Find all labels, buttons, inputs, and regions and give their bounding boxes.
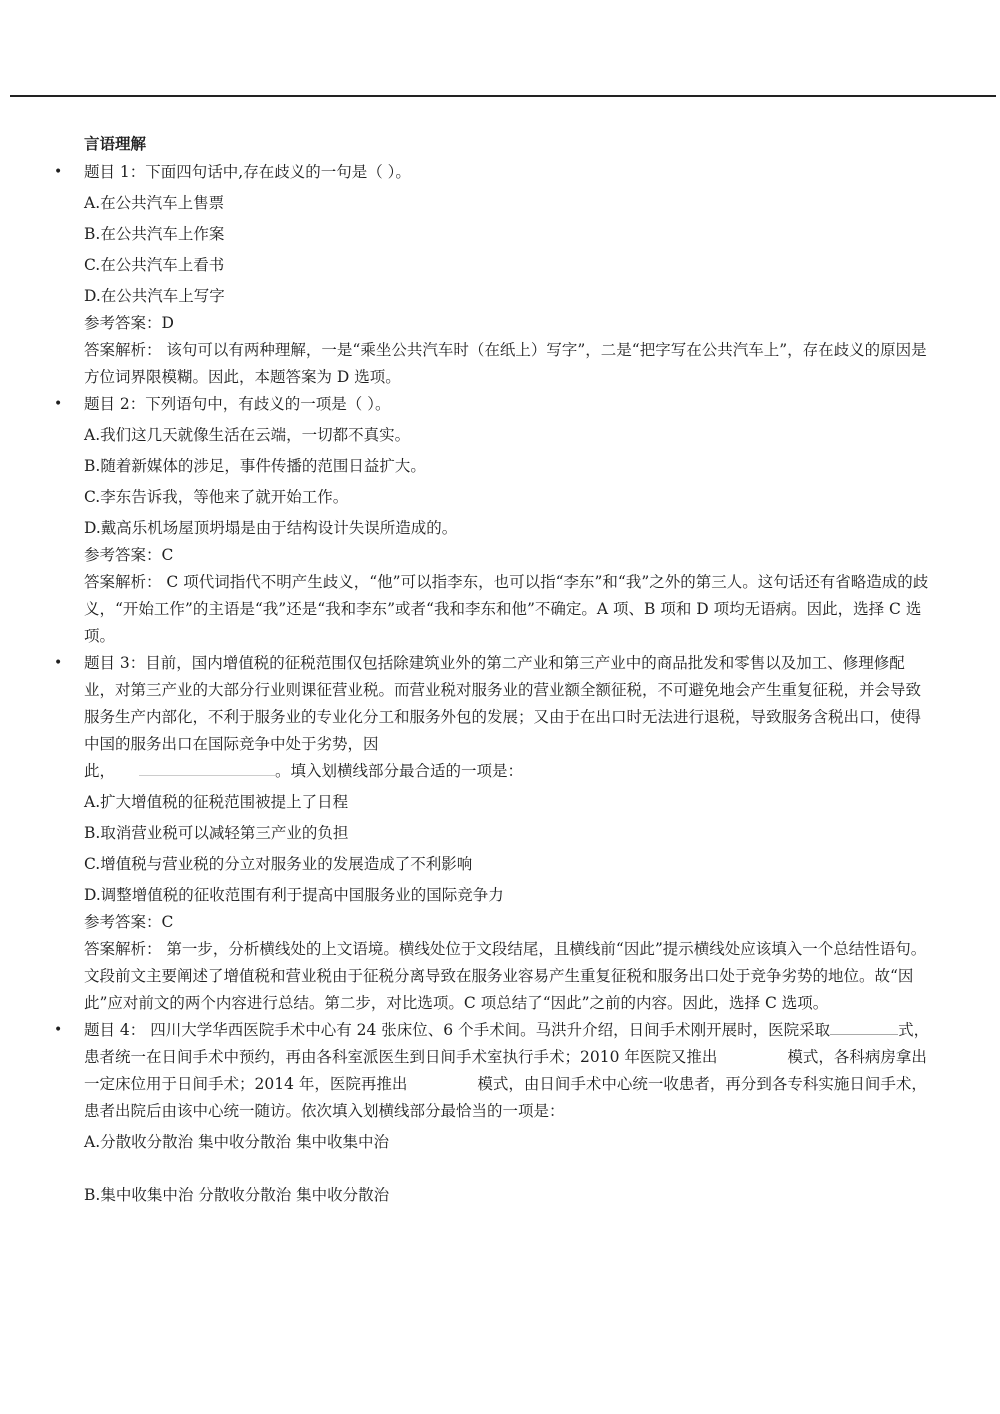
question-text-part-1: 题目 3：目前，国内增值税的征税范围仅包括除建筑业外的第二产业和第三产业中的商品批发和零售以及加工、修理修配业，对第三产业的大部分行业则课征营业税。而营业税对服务业的营业额全额征税，不可避免地会产生重复征税，并会导致服务生产内部化，不利于服务业的专业化分工和服务外包的发展；又由于在出口时无法进行退税，导致服务含税出口，使得中国的服务出口在国际竞争中处于劣势，因: [84, 654, 922, 753]
question-3: [84, 650, 930, 1017]
option-d: D.戴高乐机场屋顶坍塌是由于结构设计失误所造成的。: [84, 519, 458, 537]
answer-explanation: 答案解析： 第一步，分析横线处的上文语境。横线处位于文段结尾，且横线前“因此”提示横线处应该填入一个总结性语句。文段前文主要阐述了增值税和营业税由于征税分离导致在服务业容易产生重复征税和服务出口处于竞争劣势的地位。故“因此”应对前文的两个内容进行总结。第二步，对比选项。C 项总结了“因此”之前的内容。因此，选择 C 选项。: [84, 940, 927, 1012]
question-text-part-2: 式，患者统一在日间手术中预约，再由各科室派医生到日间手术室执行手术；2010 年医院又推出: [84, 1021, 930, 1066]
option-a: A.在公共汽车上售票: [84, 194, 225, 212]
bullet-icon: [54, 1017, 62, 1044]
bullet-icon: [54, 650, 62, 677]
option-c: C.增值税与营业税的分立对服务业的发展造成了不利影响: [84, 855, 473, 873]
question-text-part-1: 题目 4： 四川大学华西医院手术中心有 24 张床位、6 个手术间。马洪升介绍，日间手术刚开展时，医院采取: [84, 1021, 831, 1039]
fill-blank: [139, 761, 275, 776]
question-text-part-2: 此，: [84, 762, 116, 780]
question-text: [84, 1017, 930, 1125]
option-b: B.集中收集中治 分散收分散治 集中收分散治: [84, 1186, 390, 1204]
option-a: A.分散收分散治 集中收分散治 集中收集中治: [84, 1133, 389, 1151]
section-title: 言语理解: [84, 134, 147, 153]
question-text: [84, 650, 930, 785]
option-b: B.取消营业税可以减轻第三产业的负担: [84, 824, 349, 842]
question-text-part-3: 模式，各科病房拿出一定床位用于日间手术；2014 年，医院再推出: [84, 1048, 927, 1093]
option-c: C.在公共汽车上看书: [84, 256, 225, 274]
option-a: A.扩大增值税的征税范围被提上了日程: [84, 793, 349, 811]
spacer: [84, 1156, 930, 1178]
reference-answer: 参考答案：D: [84, 314, 174, 332]
option-d: D.在公共汽车上写字: [84, 287, 225, 305]
reference-answer: 参考答案：C: [84, 546, 174, 564]
top-rule: [10, 95, 996, 97]
option-c: C.李东告诉我，等他来了就开始工作。: [84, 488, 349, 506]
bullet-icon: [54, 391, 62, 418]
option-b: B.随着新媒体的涉足，事件传播的范围日益扩大。: [84, 457, 426, 475]
question-text: 题目 2：下列语句中，有歧义的一项是（ ）。: [84, 395, 391, 413]
answer-explanation: 答案解析： C 项代词指代不明产生歧义，“他”可以指李东，也可以指“李东”和“我”之外的第三人。这句话还有省略造成的歧义，“开始工作”的主语是“我”还是“我和李东”或者“我和李东和他”不确定。A 项、B 项和 D 项均无语病。因此，选择 C 选项。: [84, 573, 929, 645]
question-text-part-3: 。填入划横线部分最合适的一项是：: [275, 762, 524, 780]
option-b: B.在公共汽车上作案: [84, 225, 225, 243]
question-2: [84, 391, 930, 650]
option-a: A.我们这几天就像生活在云端，一切都不真实。: [84, 426, 411, 444]
reference-answer: 参考答案：C: [84, 913, 174, 931]
question-text-part-4: 模式，由日间手术中心统一收患者，再分到各专科实施日间手术，患者出院后由该中心统一随访。依次填入划横线部分最恰当的一项是：: [84, 1075, 927, 1120]
question-text: 题目 1：下面四句话中,存在歧义的一句是（ ）。: [84, 163, 411, 181]
bullet-icon: [54, 159, 62, 186]
option-d: D.调整增值税的征收范围有利于提高中国服务业的国际竞争力: [84, 886, 504, 904]
question-1: [84, 159, 930, 391]
answer-explanation: 答案解析： 该句可以有两种理解，一是“乘坐公共汽车时（在纸上）写字”，二是“把字写在公共汽车上”，存在歧义的原因是方位词界限模糊。因此，本题答案为 D 选项。: [84, 341, 927, 386]
question-4: [84, 1017, 930, 1209]
fill-blank-1: [830, 1020, 898, 1035]
document-body: [84, 130, 930, 1209]
